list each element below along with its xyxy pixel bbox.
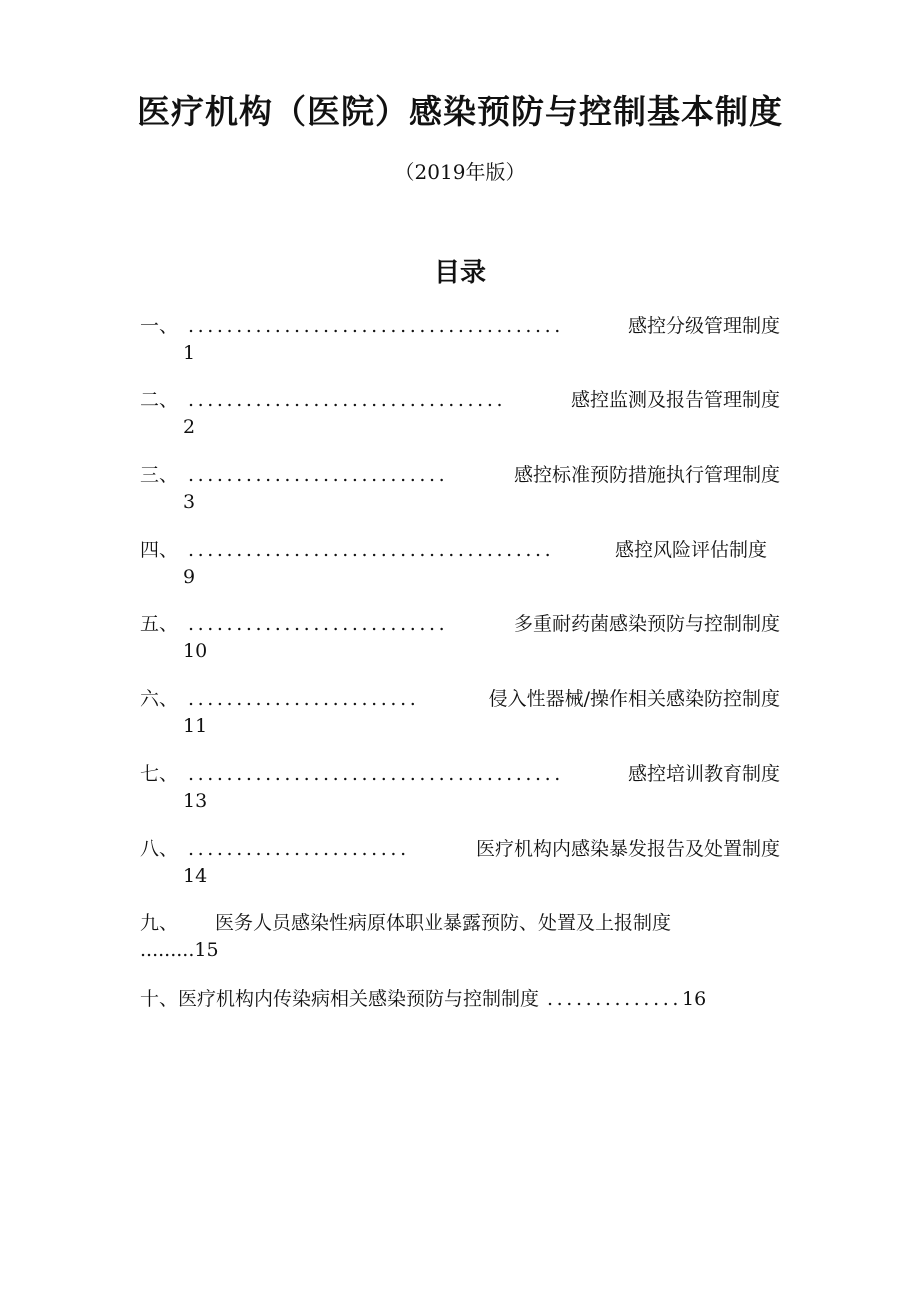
toc-entry-leader: ...................................... <box>188 539 555 561</box>
toc-entry-line <box>140 986 706 1012</box>
toc-entry-leader: ................................. <box>188 389 507 411</box>
document-subtitle: （2019年版） <box>394 160 526 184</box>
toc-entry-page: 1 <box>183 342 196 364</box>
toc-entry-leader: ....................... <box>188 838 410 860</box>
toc-entry-title: 侵入性器械/操作相关感染防控制度 <box>488 688 780 710</box>
toc-entry[interactable] <box>140 910 780 970</box>
toc-entry[interactable] <box>140 611 780 671</box>
toc-entry[interactable] <box>140 462 780 522</box>
toc-entry-line <box>140 462 780 488</box>
toc-entry[interactable] <box>140 313 780 373</box>
toc-entry[interactable] <box>140 686 780 746</box>
toc-entry-line <box>140 387 780 413</box>
toc-entry-number: 七、 <box>140 763 179 785</box>
toc-entry-number: 十、 <box>140 988 179 1010</box>
toc-entry-title: 医疗机构内传染病相关感染预防与控制制度 <box>178 988 540 1010</box>
toc-entry-number: 八、 <box>140 838 179 860</box>
toc-entry-page: 11 <box>183 715 208 737</box>
toc-entry[interactable] <box>140 537 767 597</box>
toc-entry-number: 三、 <box>140 464 179 486</box>
toc-entry-title: 感控标准预防措施执行管理制度 <box>513 464 780 486</box>
toc-entry-page: 2 <box>183 416 196 438</box>
toc-entry[interactable] <box>140 836 780 896</box>
toc-entry[interactable] <box>140 986 780 1046</box>
toc-entry-leader: ........................... <box>188 613 449 635</box>
toc-entry-title: 医务人员感染性病原体职业暴露预防、处置及上报制度 <box>215 912 672 934</box>
toc-entry-leader: ........................... <box>188 464 449 486</box>
toc-entry-page: 14 <box>183 865 208 887</box>
document-title: 医疗机构（医院）感染预防与控制基本制度 <box>137 92 783 131</box>
toc-entry-title: 医疗机构内感染暴发报告及处置制度 <box>475 838 780 860</box>
toc-heading: 目录 <box>433 258 486 288</box>
toc-entry-line <box>140 611 780 637</box>
toc-entry[interactable] <box>140 761 780 821</box>
toc-entry-number: 一、 <box>140 315 179 337</box>
toc-entry-page: 10 <box>183 640 208 662</box>
toc-entry-page: 3 <box>183 491 196 513</box>
toc-entry-page: .........15 <box>140 939 219 961</box>
toc-entry-title: 感控风险评估制度 <box>614 539 767 561</box>
toc-entry[interactable] <box>140 387 780 447</box>
toc-entry-page: 9 <box>183 566 196 588</box>
toc-entry-title: 感控培训教育制度 <box>627 763 780 785</box>
toc-entry-leader: ....................................... <box>188 315 564 337</box>
toc-entry-number: 四、 <box>140 539 179 561</box>
toc-entry-title: 感控分级管理制度 <box>627 315 780 337</box>
toc-entry-page: 13 <box>183 790 208 812</box>
toc-entry-title: 感控监测及报告管理制度 <box>570 389 780 411</box>
toc-entry-number: 二、 <box>140 389 179 411</box>
toc-entry-leader: .............. <box>547 988 682 1010</box>
toc-entry-page: 16 <box>682 988 707 1010</box>
toc-entry-leader: ....................................... <box>188 763 564 785</box>
toc-entry-line <box>140 836 780 862</box>
toc-entry-title: 多重耐药菌感染预防与控制制度 <box>513 613 780 635</box>
toc-entry-line <box>140 313 780 339</box>
toc-entry-line <box>140 537 767 563</box>
toc-entry-number: 六、 <box>140 688 179 710</box>
toc-entry-line <box>140 686 780 712</box>
toc-entry-number: 九、 <box>140 912 179 934</box>
toc-entry-number: 五、 <box>140 613 179 635</box>
toc-entry-line <box>140 761 780 787</box>
toc-entry-leader: ........................ <box>188 688 420 710</box>
